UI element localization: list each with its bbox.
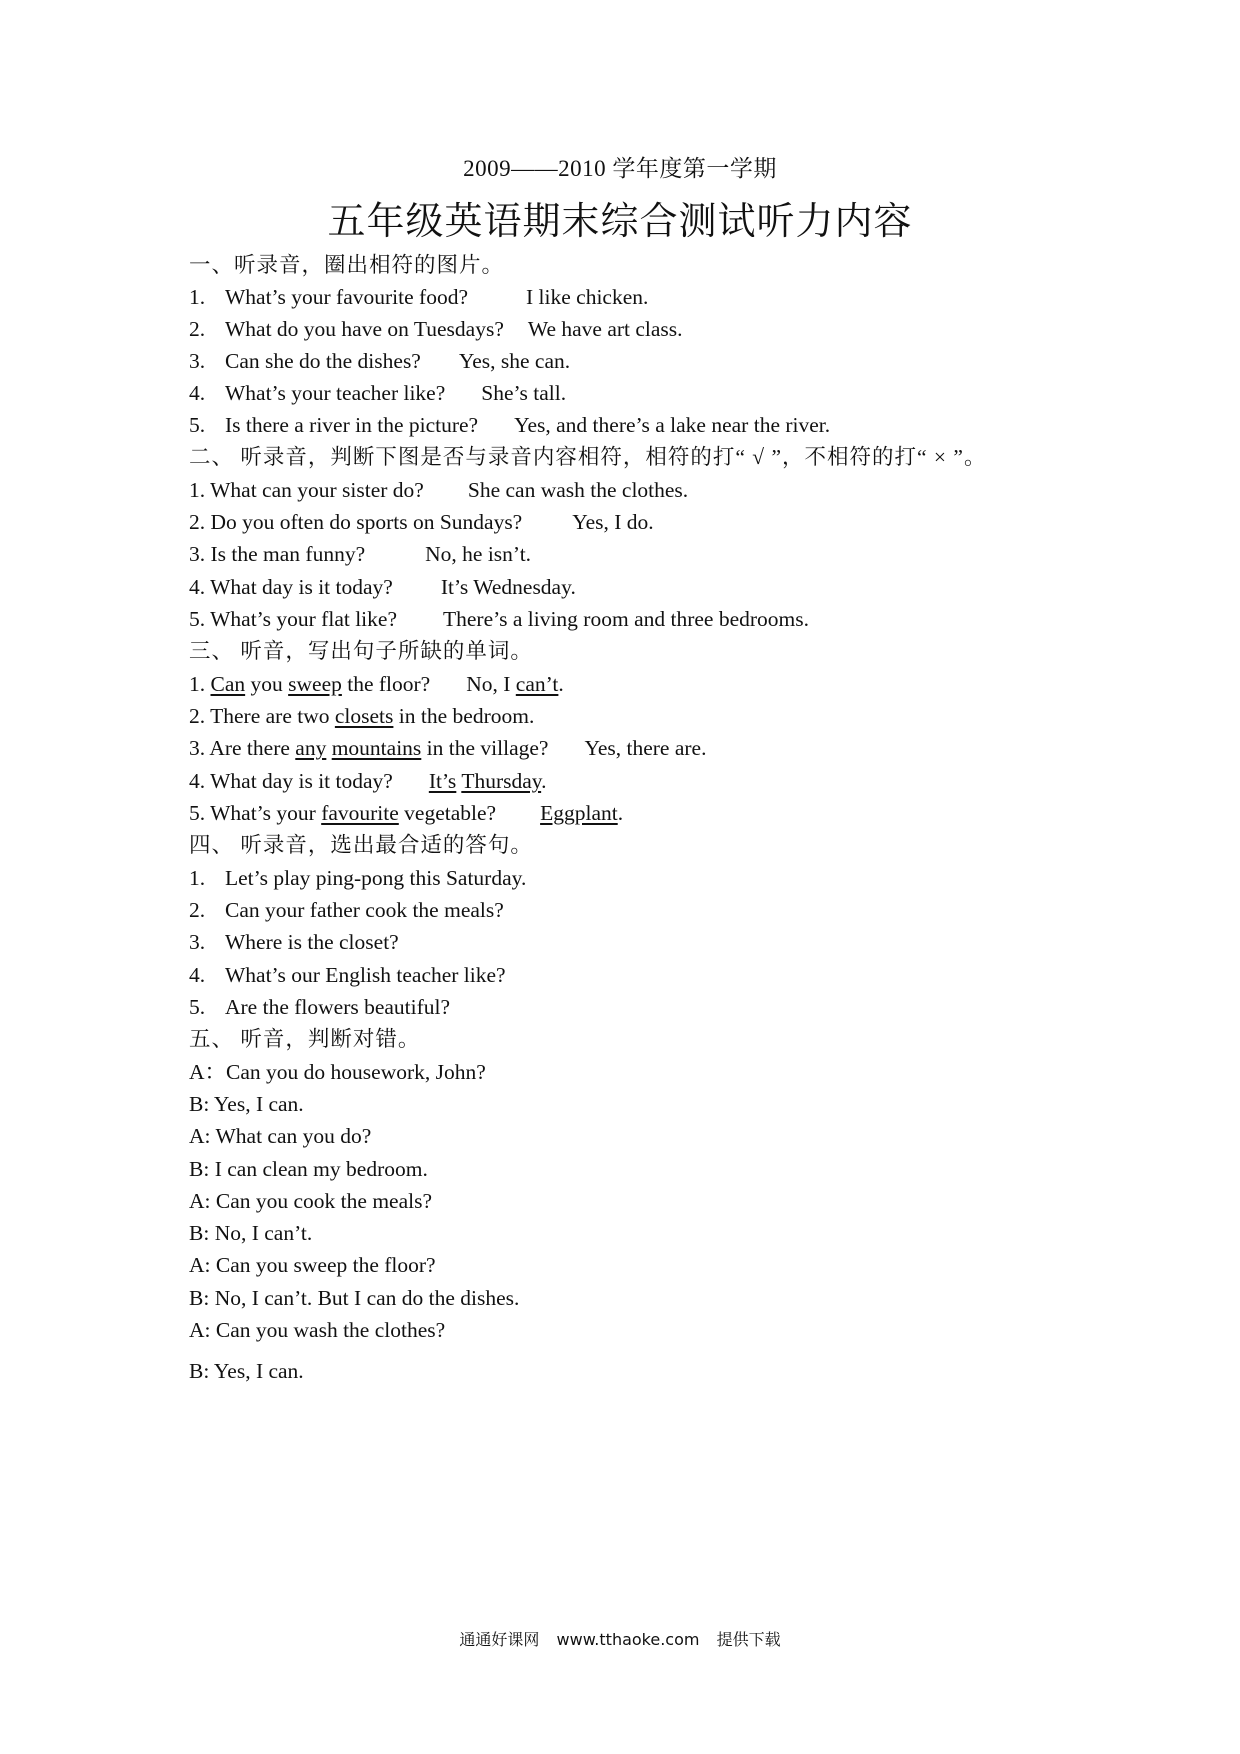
speaker-label: B: bbox=[189, 1286, 210, 1310]
dialogue-line: B: No, I can’t. But I can do the dishes. bbox=[189, 1286, 520, 1310]
dialogue-line: B: Yes, I can. bbox=[189, 1359, 304, 1383]
dialogue-line: B: No, I can’t. bbox=[189, 1221, 313, 1245]
list-item: 5. What’s your favourite vegetable? Eggplant. bbox=[189, 801, 624, 825]
answer-word: mountains bbox=[331, 736, 422, 760]
list-item: 5. What’s your flat like? There’s a living room and three bedrooms. bbox=[189, 607, 809, 631]
section-5-heading: 五、 听音，判断对错。 bbox=[189, 1027, 421, 1051]
dialogue-line: B: Yes, I can. bbox=[189, 1092, 304, 1116]
section-2-heading: 二、 听录音，判断下图是否与录音内容相符，相符的打“ √ ”，不相符的打“ × ”。 bbox=[189, 445, 987, 469]
dialogue-line: A：Can you do housework, John? bbox=[189, 1060, 486, 1084]
answer-word: Eggplant bbox=[540, 801, 618, 825]
answer-word: It’s bbox=[428, 769, 457, 793]
dialogue-line: B: I can clean my bedroom. bbox=[189, 1157, 428, 1181]
speaker-label: A: bbox=[189, 1189, 211, 1213]
speaker-label: A： bbox=[189, 1060, 227, 1084]
speaker-label: B: bbox=[189, 1092, 210, 1116]
dialogue-line: A: What can you do? bbox=[189, 1124, 372, 1148]
section-3-heading: 三、 听音，写出句子所缺的单词。 bbox=[189, 639, 533, 663]
section-4-heading: 四、 听录音，选出最合适的答句。 bbox=[189, 833, 533, 857]
answer-word: Thursday bbox=[461, 769, 542, 793]
list-item: 2. There are two closets in the bedroom. bbox=[189, 704, 535, 728]
answer-word: closets bbox=[334, 704, 394, 728]
list-item: 4. What day is it today? It’s Wednesday. bbox=[189, 575, 576, 599]
list-item: 1. Can you sweep the floor? No, I can’t. bbox=[189, 672, 564, 696]
page-footer bbox=[0, 1627, 1240, 1650]
answer-word: favourite bbox=[321, 801, 399, 825]
list-item: 5. Are the flowers beautiful? bbox=[189, 995, 451, 1019]
section-1-heading: 一、听录音，圈出相符的图片。 bbox=[189, 253, 505, 277]
footer-url: www.tthaoke.com bbox=[556, 1630, 700, 1649]
list-item: 4. What’s our English teacher like? bbox=[189, 963, 506, 987]
list-item: 1. What can your sister do? She can wash the clothes. bbox=[189, 478, 689, 502]
list-item: 4. What’s your teacher like? She’s tall. bbox=[189, 381, 567, 405]
list-item: 1. Let’s play ping-pong this Saturday. bbox=[189, 866, 527, 890]
list-item: 2. Do you often do sports on Sundays? Yes, I do. bbox=[189, 510, 654, 534]
list-item: 1. What’s your favourite food? I like chicken. bbox=[189, 285, 649, 309]
dialogue-line: A: Can you cook the meals? bbox=[189, 1189, 433, 1213]
speaker-label: B: bbox=[189, 1221, 210, 1245]
answer-word: any bbox=[295, 736, 327, 760]
speaker-label: B: bbox=[189, 1157, 210, 1181]
term-subtitle: 2009——2010 学年度第一学期 bbox=[463, 156, 777, 181]
list-item: 3. Can she do the dishes? Yes, she can. bbox=[189, 349, 571, 373]
speaker-label: A: bbox=[189, 1253, 211, 1277]
list-item: 4. What day is it today? It’s Thursday. bbox=[189, 769, 547, 793]
dialogue-line: A: Can you wash the clothes? bbox=[189, 1318, 446, 1342]
answer-word: sweep bbox=[288, 672, 342, 696]
list-item: 3. Where is the closet? bbox=[189, 930, 399, 954]
list-item: 3. Is the man funny? No, he isn’t. bbox=[189, 542, 532, 566]
dialogue-line: A: Can you sweep the floor? bbox=[189, 1253, 436, 1277]
page-title: 五年级英语期末综合测试听力内容 bbox=[327, 201, 913, 243]
speaker-label: B: bbox=[189, 1359, 210, 1383]
footer-site-name: 通通好课网 bbox=[459, 1630, 540, 1649]
speaker-label: A: bbox=[189, 1124, 211, 1148]
list-item: 3. Are there any mountains in the village? Yes, there are. bbox=[189, 736, 707, 760]
list-item: 2. What do you have on Tuesdays? We have art class. bbox=[189, 317, 683, 341]
answer-word: can’t bbox=[515, 672, 559, 696]
answer-word: Can bbox=[210, 672, 246, 696]
speaker-label: A: bbox=[189, 1318, 211, 1342]
list-item: 2. Can your father cook the meals? bbox=[189, 898, 504, 922]
list-item: 5. Is there a river in the picture? Yes, and there’s a lake near the river. bbox=[189, 413, 831, 437]
footer-suffix: 提供下载 bbox=[716, 1630, 781, 1649]
